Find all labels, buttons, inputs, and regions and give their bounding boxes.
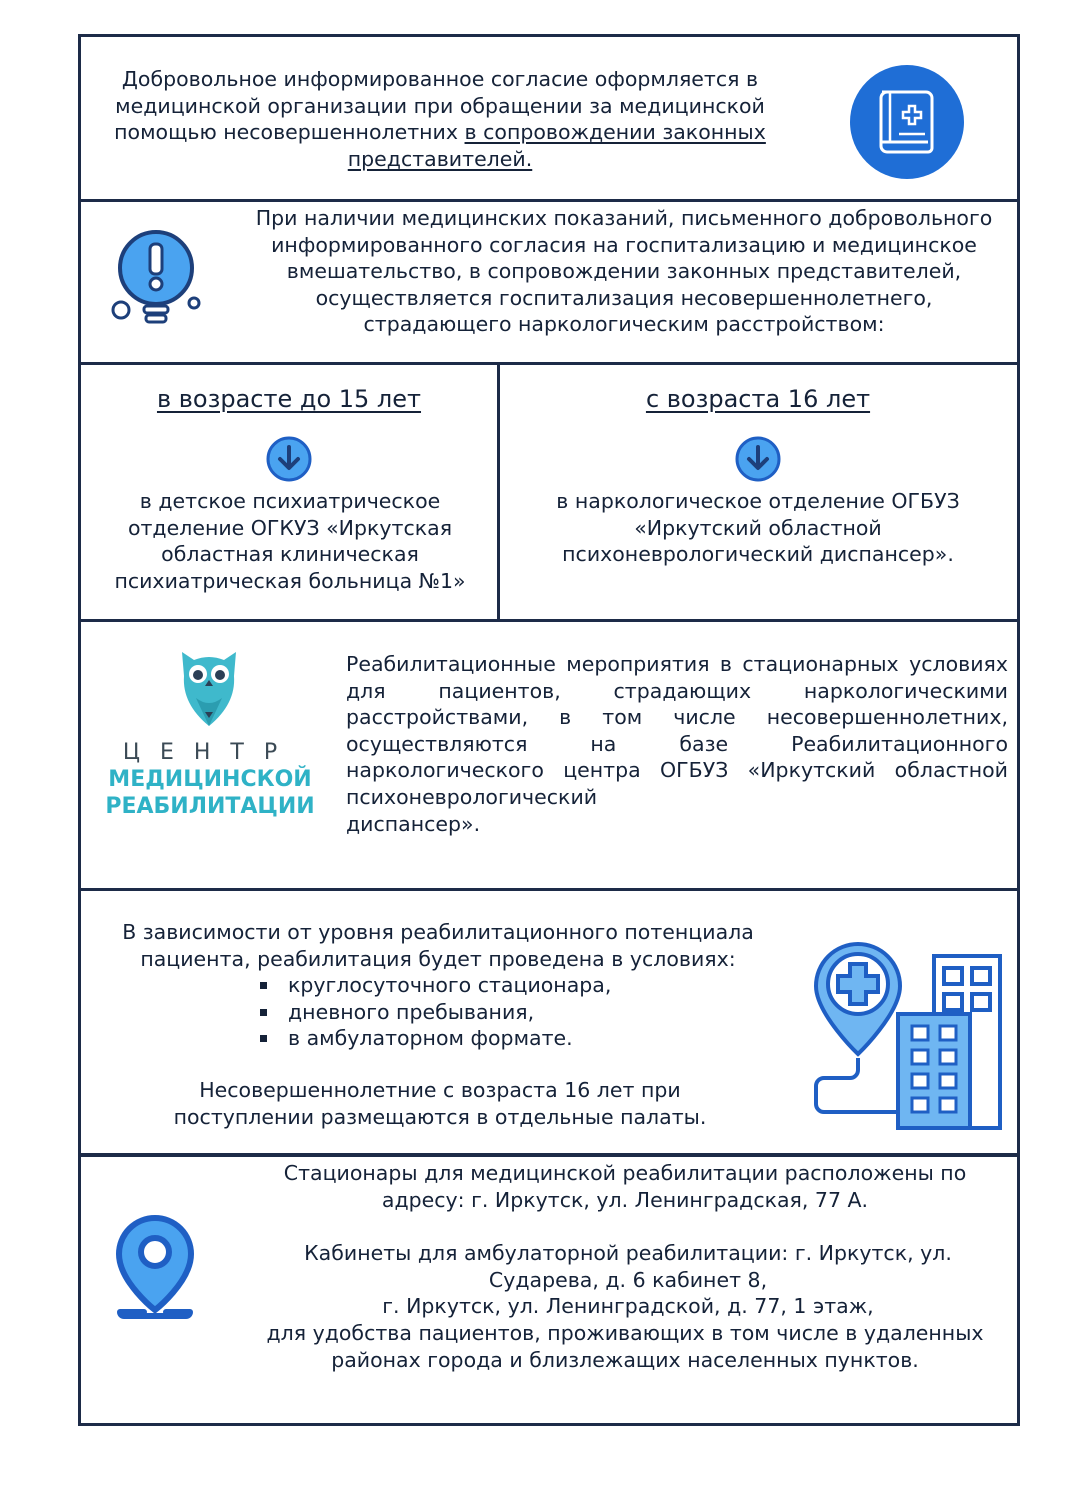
divider [78,362,1020,365]
minors-ward-note: Несовершеннолетние с возраста 16 лет при поступлении размещаются в отдельные палаты. [173,1078,707,1129]
rehab-conditions-list [260,972,680,1052]
arrow-down-circle-icon [266,436,312,486]
divider [78,619,1020,622]
stationary-address: Стационары для медицинской реабилитации расположены по адресу: г. Иркутск, ул. Ленинградская, 77 А. [283,1161,967,1212]
list-item: дневного пребывания, [260,999,680,1026]
consent-text: Добровольное информированное согласие оформляется в медицинской организации при обращении за медицинской помощью несовершеннолетних [114,67,765,145]
hospital-location-icon [812,940,1008,1136]
divider [78,1153,1020,1157]
outpatient-address-1: Кабинеты для амбулаторной реабилитации: г. Иркутск, ул. Сударева, д. 6 кабинет 8, [304,1241,952,1292]
logo-text-line1: ЦЕНТР [122,740,298,765]
hospitalization-paragraph: При наличии медицинских показаний, письменного добровольного информированного согласия на госпитализацию и медицинское вмешательство, в сопровождении законных представителей, осуществляется госпитализация несовершеннолетнего, страдающего наркологическим расстройством: [255,206,993,337]
rehabilitation-text-end: диспансер». [346,811,481,836]
rehabilitation-text: Реабилитационные мероприятия в стационарных условиях для пациентов, страдающих наркологическими расстройствами, в том числе несовершеннолетних, осуществляются на базе Реабилитационного наркологического центра ОГБУЗ «Иркутский областной психоневрологический [346,652,1008,809]
list-item: круглосуточного стационара, [260,972,680,999]
logo-text-rehab: РЕАБИЛИТАЦИИ [105,794,315,819]
exclamation-bulb-icon [108,226,204,334]
narcology-department-text: в наркологическое отделение ОГБУЗ «Иркутский областной психоневрологический диспансер». [556,489,960,567]
logo-text-line2 [100,766,320,820]
owl-logo-icon [178,646,240,734]
outpatient-address-2: г. Иркутск, ул. Ленинградской, д. 77, 1 этаж, [382,1294,874,1318]
medical-book-icon [849,64,965,184]
logo-text-medical: МЕДИЦИНСКОЙ [108,767,312,792]
location-pin-icon [114,1214,196,1328]
rehab-conditions-intro: В зависимости от уровня реабилитационного потенциала пациента, реабилитация будет проведена в условиях: [122,920,754,971]
divider [78,888,1020,891]
consent-underlined-text: в сопровождении законных представителей. [347,120,766,171]
consent-paragraph [90,66,790,172]
divider [78,199,1020,202]
list-item: в амбулаторном формате. [260,1025,680,1052]
outpatient-note: для удобства пациентов, проживающих в том числе в удаленных районах города и близлежащих населенных пунктов. [266,1321,984,1372]
age-under-15-heading: в возрасте до 15 лет [156,385,422,413]
age-from-16-heading: с возраста 16 лет [645,385,871,413]
rehabilitation-paragraph [346,651,1008,837]
child-psychiatry-text: в детское психиатрическое отделение ОГКУЗ «Иркутская областная клиническая психиатрическая больница №1» [114,489,466,593]
arrow-down-circle-icon [735,436,781,486]
